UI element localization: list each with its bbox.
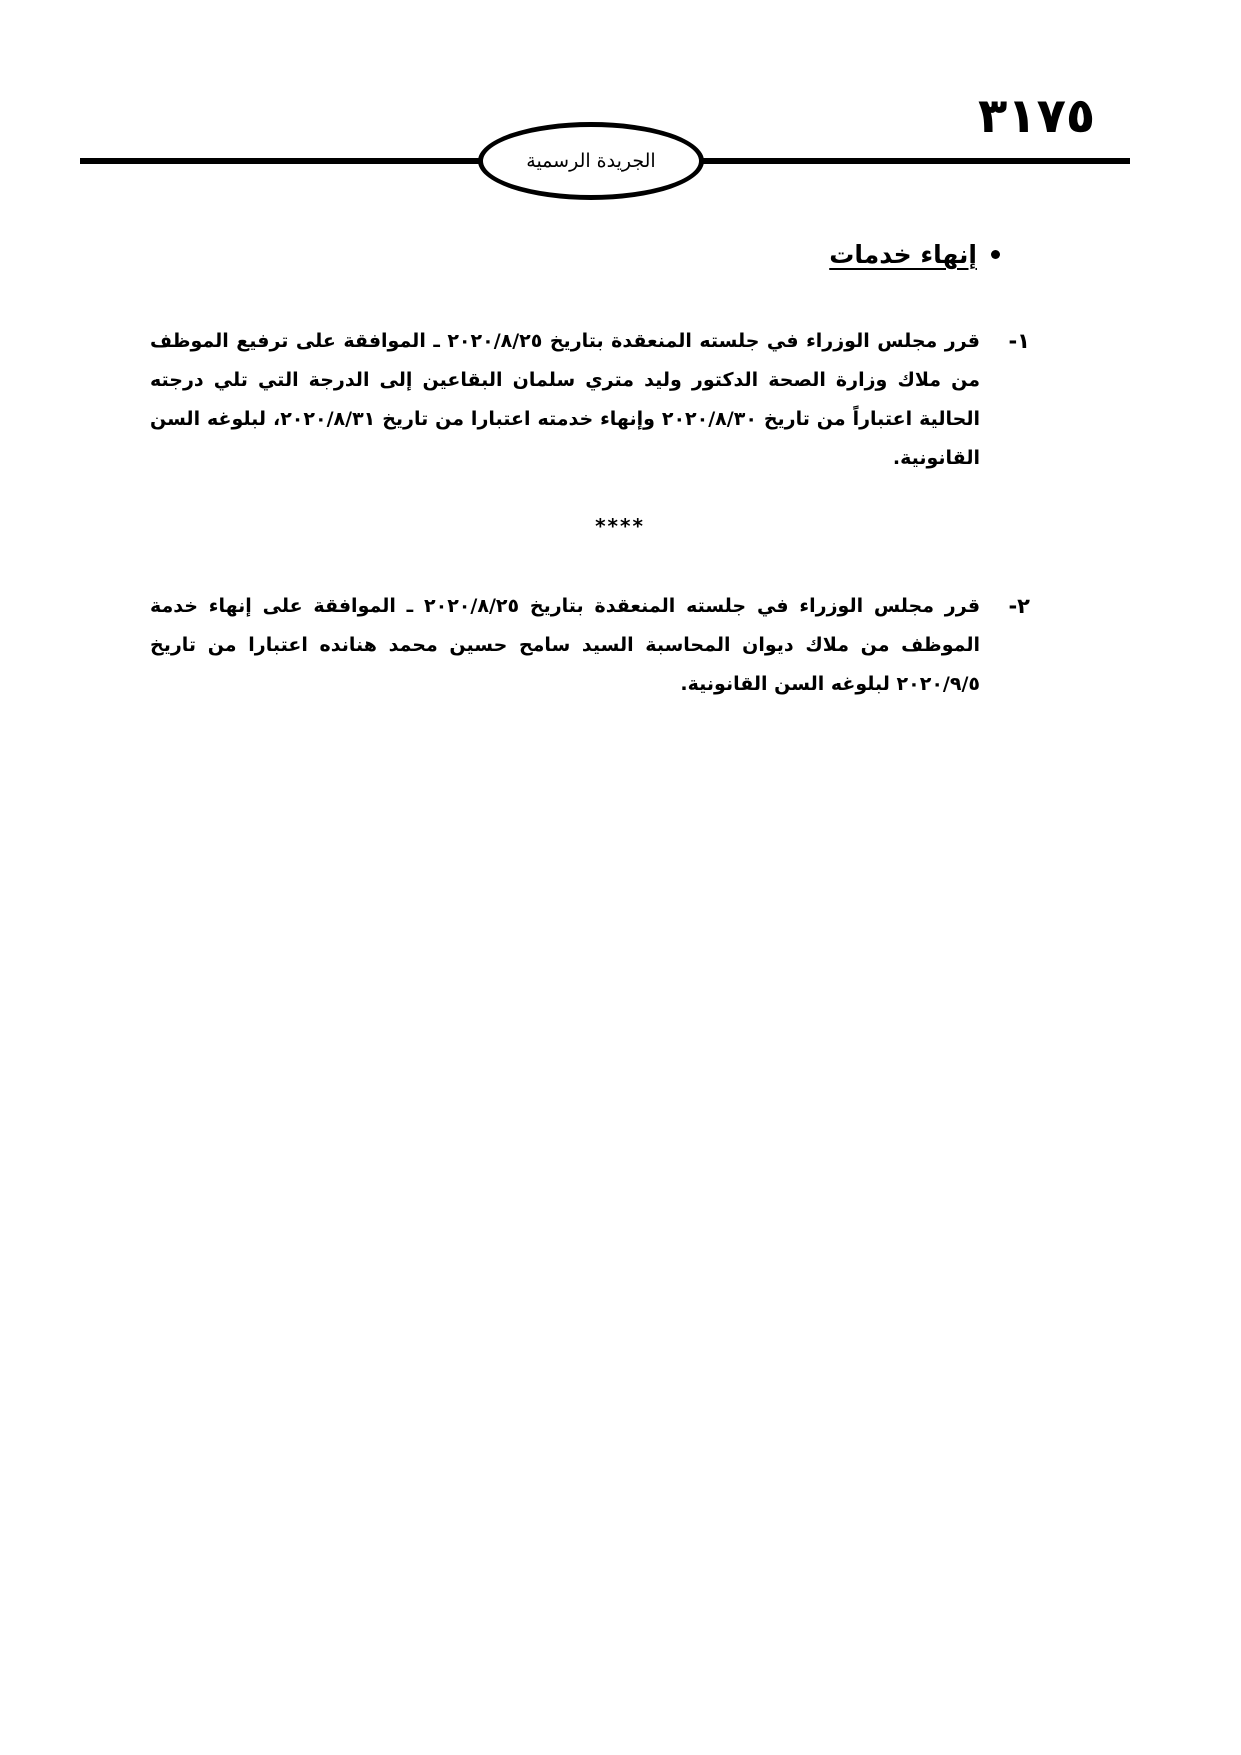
decision-number: ٢-	[1008, 594, 1030, 618]
masthead-oval	[478, 122, 704, 200]
section-heading-text: إنهاء خدمات	[829, 240, 977, 269]
masthead-title: الجريدة الرسمية	[526, 150, 656, 172]
decision-item	[150, 322, 1030, 478]
decision-text: قرر مجلس الوزراء في جلسته المنعقدة بتاريخ ٢٠٢٠/٨/٢٥ ـ الموافقة على ترفيع الموظف من ملاك وزارة الصحة الدكتور وليد متري سلمان البقاعين إلى الدرجة التي تلي درجته الحالية اعتباراً من تاريخ ٢٠٢٠/٨/٣٠ وإنهاء خدمته اعتبارا من تاريخ ٢٠٢٠/٨/٣١، لبلوغه السن القانونية.	[150, 330, 980, 469]
separator-stars: ****	[595, 514, 645, 538]
header-rule-left	[80, 158, 480, 164]
decision-text: قرر مجلس الوزراء في جلسته المنعقدة بتاريخ ٢٠٢٠/٨/٢٥ ـ الموافقة على إنهاء خدمة الموظف من ملاك ديوان المحاسبة السيد سامح حسين محمد هنانده اعتبارا من تاريخ ٢٠٢٠/٩/٥ لبلوغه السن القانونية.	[150, 595, 981, 695]
decision-item	[150, 587, 1030, 704]
decision-number: ١-	[1008, 329, 1030, 353]
header-rule-right	[700, 158, 1130, 164]
bullet-icon	[991, 250, 1000, 259]
section-heading	[700, 240, 1000, 269]
page-number: ٣١٧٥	[978, 88, 1096, 144]
